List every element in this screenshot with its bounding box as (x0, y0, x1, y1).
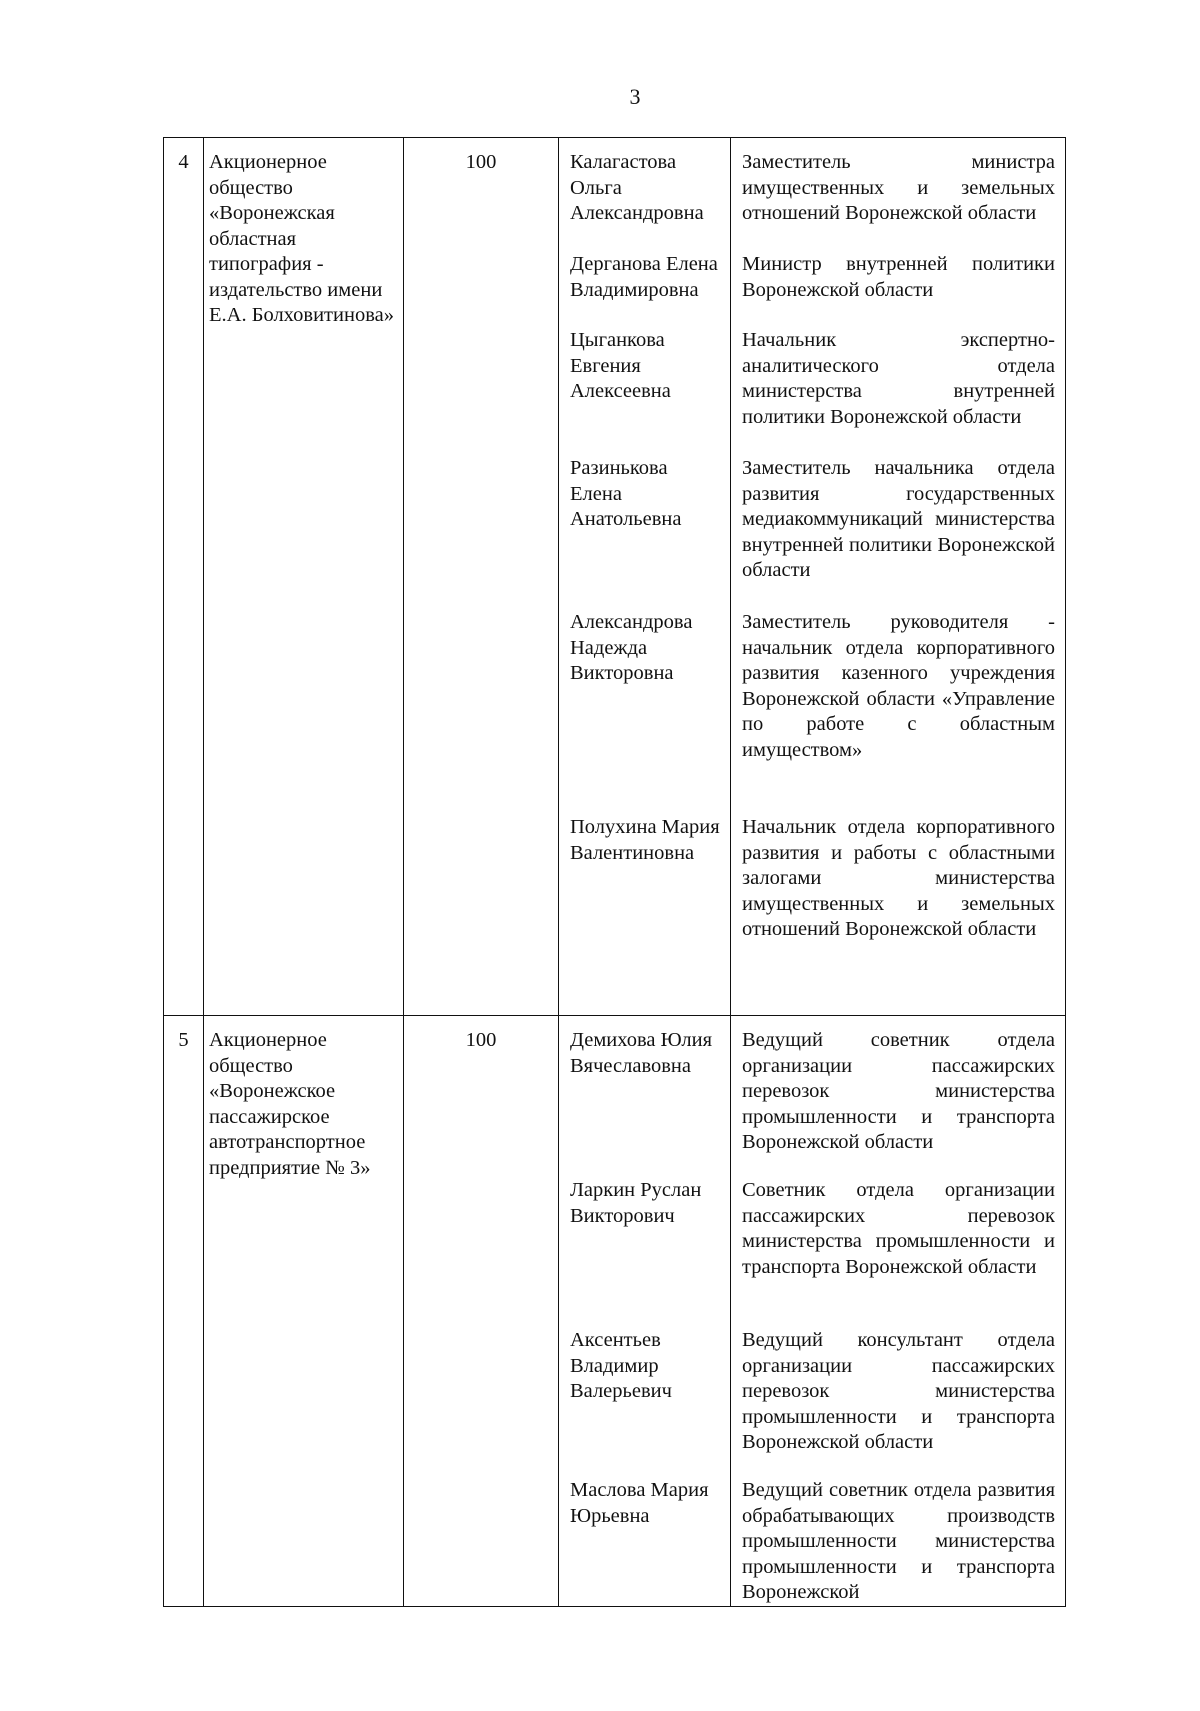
member-name: Маслова Мария Юрьевна (570, 1479, 709, 1527)
member-name: Калагастова Ольга Александровна (570, 151, 704, 224)
member-name: Дерганова Елена Владимировна (570, 253, 718, 301)
member-name: Аксентьев Владимир Валерьевич (570, 1329, 672, 1402)
member-post: Заместитель начальника отдела развития государственных медиакоммуникаций министерства внутренней политики Воронежской области (742, 457, 1055, 581)
member-post: Начальник отдела корпоративного развития и работы с областными залогами министерства имущественных и земельных отношений Воронежской области (742, 816, 1055, 940)
member-post: Заместитель руководителя - начальник отдела корпоративного развития казенного учреждения Воронежской области «Управление по работе с областным имуществом» (742, 611, 1055, 761)
member-post: Ведущий консультант отдела организации пассажирских перевозок министерства промышленности и транспорта Воронежской области (742, 1329, 1055, 1453)
member-names-cell (559, 1016, 731, 1607)
member-post: Советник отдела организации пассажирских перевозок министерства промышленности и транспорта Воронежской области (742, 1179, 1055, 1278)
member-name: Разинькова Елена Анатольевна (570, 457, 682, 530)
member-post: Министр внутренней политики Воронежской области (742, 253, 1055, 301)
member-names-cell (559, 138, 731, 1016)
member-name: Ларкин Руслан Викторович (570, 1179, 702, 1227)
member-post: Ведущий советник отдела развития обрабатывающих производств промышленности министерства промышленности и транспорта Воронежской (742, 1479, 1055, 1603)
member-post: Ведущий советник отдела организации пассажирских перевозок министерства промышленности и транспорта Воронежской области (742, 1029, 1055, 1153)
member-posts-cell (731, 138, 1066, 1016)
table-row (164, 138, 1066, 1016)
row-number: 4 (164, 138, 204, 1016)
row-number: 5 (164, 1016, 204, 1607)
member-name: Полухина Мария Валентиновна (570, 816, 720, 864)
member-post: Заместитель министра имущественных и земельных отношений Воронежской области (742, 151, 1055, 224)
member-post: Начальник экспертно-аналитического отдела министерства внутренней политики Воронежской области (742, 329, 1055, 428)
organization-name: Акционерное общество «Воронежская областная типография - издательство имени Е.А. Болховитинова» (204, 138, 404, 1016)
share-percent: 100 (404, 138, 559, 1016)
member-name: Цыганкова Евгения Алексеевна (570, 329, 671, 402)
table-row (164, 1016, 1066, 1607)
page-number: 3 (629, 84, 641, 109)
member-posts-cell (731, 1016, 1066, 1607)
member-name: Александрова Надежда Викторовна (570, 611, 693, 684)
members-table (163, 137, 1066, 1607)
member-name: Демихова Юлия Вячеславовна (570, 1029, 713, 1077)
organization-name: Акционерное общество «Воронежское пассажирское автотранспортное предприятие № 3» (204, 1016, 404, 1607)
share-percent: 100 (404, 1016, 559, 1607)
